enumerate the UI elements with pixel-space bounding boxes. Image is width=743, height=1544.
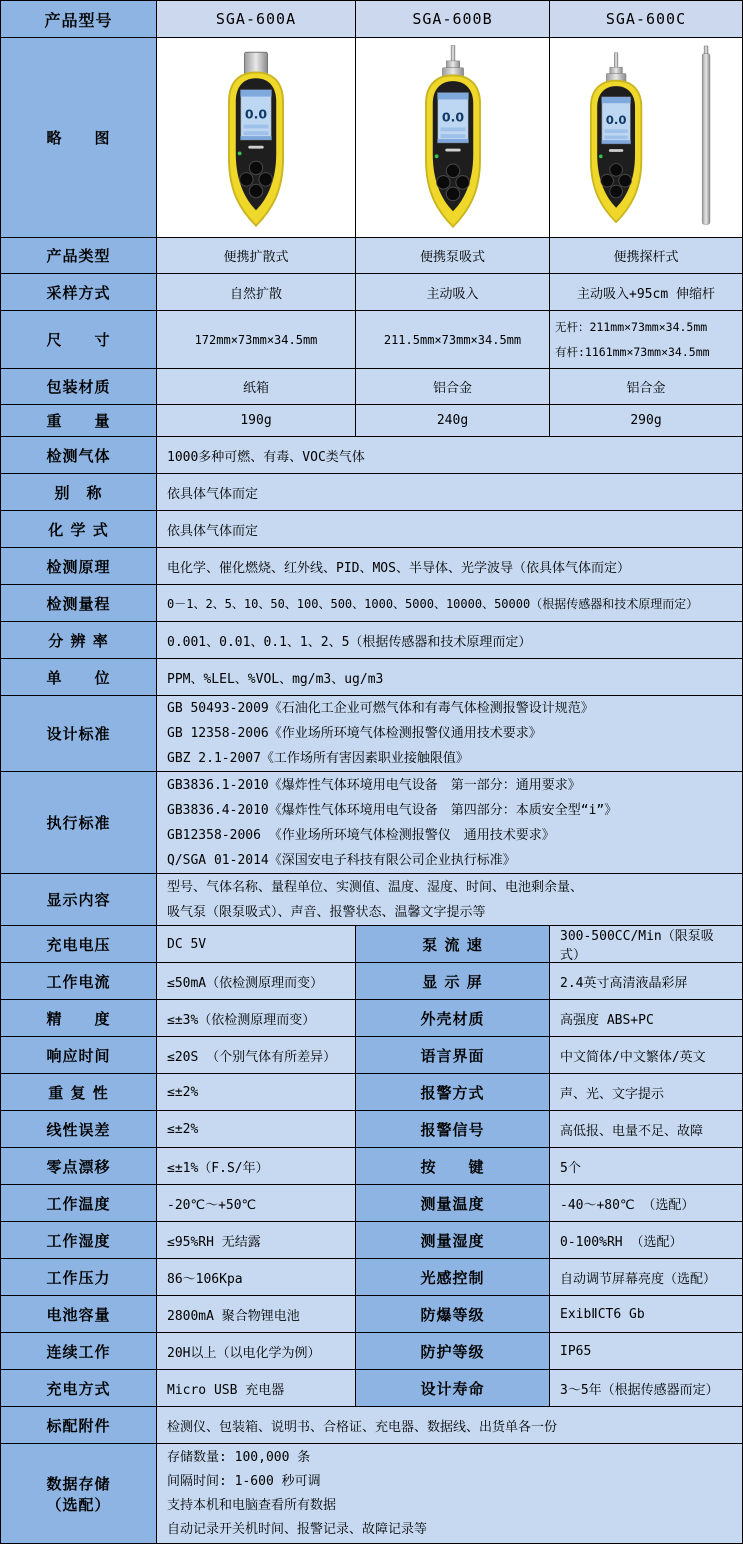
cell-value: 2.4英寸高清液晶彩屏 xyxy=(550,963,742,999)
cell-value: -20℃～+50℃ xyxy=(157,1185,356,1221)
row-label: 重 量 xyxy=(1,405,157,436)
row-working-pressure-light-control xyxy=(1,1259,742,1296)
cell-value: 290g xyxy=(550,405,742,436)
value-line: 吸气泵（限泵吸式）、声音、报警状态、温馨文字提示等 xyxy=(167,904,486,920)
cell-value: 211.5mm×73mm×34.5mm xyxy=(356,311,550,368)
cell-value: 0－1、2、5、10、50、100、500、1000、5000、10000、50000（根据传感器和技术原理而定） xyxy=(157,585,742,621)
cell-value: Micro USB 充电器 xyxy=(157,1370,356,1406)
row-label: 执行标准 xyxy=(1,772,157,873)
value-line: 型号、气体名称、量程单位、实测值、温度、湿度、时间、电池剩余量、 xyxy=(167,879,584,895)
value-line: GB 50493-2009《石油化工企业可燃气体和有毒气体检测报警设计规范》 xyxy=(167,701,594,716)
row-charging-method-design-life xyxy=(1,1370,742,1407)
cell-value: ≤±2% xyxy=(157,1074,356,1110)
value-line: GB12358-2006 《作业场所环境气体检测报警仪 通用技术要求》 xyxy=(167,827,555,843)
cell-value: IP65 xyxy=(550,1333,742,1369)
sketch-row xyxy=(1,38,742,238)
value-line: 支持本机和电脑查看所有数据 xyxy=(167,1497,337,1513)
cell-value: DC 5V xyxy=(157,926,356,962)
row-label: 报警方式 xyxy=(356,1074,550,1110)
cell-value: 检测仪、包装箱、说明书、合格证、充电器、数据线、出货单各一份 xyxy=(157,1407,742,1443)
cell-value: 300-500CC/Min（限泵吸式） xyxy=(550,926,742,962)
row-battery-explosion-proof xyxy=(1,1296,742,1333)
value-line: 存储数量: 100,000 条 xyxy=(167,1449,311,1465)
row-packing xyxy=(1,369,742,405)
row-label-sketch: 略 图 xyxy=(1,38,157,237)
row-continuous-work-protection xyxy=(1,1333,742,1370)
row-label: 测量湿度 xyxy=(356,1222,550,1258)
cell-value: 电化学、催化燃烧、红外线、PID、MOS、半导体、光学波导（依具体气体而定） xyxy=(157,548,742,584)
cell-value: 纸箱 xyxy=(157,369,356,404)
device-photo-sga-600a xyxy=(157,38,356,237)
cell-value: 190g xyxy=(157,405,356,436)
model-name-sga-600a: SGA-600A xyxy=(157,1,356,37)
row-label: 线性误差 xyxy=(1,1111,157,1147)
row-label: 显 示 屏 xyxy=(356,963,550,999)
row-label: 检测气体 xyxy=(1,437,157,473)
cell-value: 高强度 ABS+PC xyxy=(550,1000,742,1036)
telescopic-rod xyxy=(702,53,710,224)
row-execution-standards xyxy=(1,772,742,874)
row-label: 测量温度 xyxy=(356,1185,550,1221)
row-accessories xyxy=(1,1407,742,1444)
device-screen-value: 0.0 xyxy=(605,112,627,127)
cell-value: 2800mA 聚合物锂电池 xyxy=(157,1296,356,1332)
value-line: 有杆:1161mm×73mm×34.5mm xyxy=(555,344,710,359)
row-accuracy-shell xyxy=(1,1000,742,1037)
cell-value: ≤±3%（依检测原理而变） xyxy=(157,1000,356,1036)
row-label: 精 度 xyxy=(1,1000,157,1036)
cell-value: 86～106Kpa xyxy=(157,1259,356,1295)
row-label: 工作电流 xyxy=(1,963,157,999)
row-resolution xyxy=(1,622,742,659)
row-linearity-alarm-signal xyxy=(1,1111,742,1148)
row-label: 采样方式 xyxy=(1,274,157,310)
row-repeatability-alarm-mode xyxy=(1,1074,742,1111)
row-label: 充电方式 xyxy=(1,1370,157,1406)
cell-value: 172mm×73mm×34.5mm xyxy=(157,311,356,368)
row-label: 标配附件 xyxy=(1,1407,157,1443)
cell-value: 主动吸入+95cm 伸缩杆 xyxy=(550,274,742,310)
row-label: 防爆等级 xyxy=(356,1296,550,1332)
cell-value: 1000多种可燃、有毒、VOC类气体 xyxy=(157,437,742,473)
row-label: 防护等级 xyxy=(356,1333,550,1369)
row-label: 语言界面 xyxy=(356,1037,550,1073)
row-label: 工作压力 xyxy=(1,1259,157,1295)
cell-value: ≤±1%（F.S/年） xyxy=(157,1148,356,1184)
cell-value: -40～+80℃ （选配） xyxy=(550,1185,742,1221)
row-label: 连续工作 xyxy=(1,1333,157,1369)
row-detection-principle xyxy=(1,548,742,585)
cell-value: ≤95%RH 无结露 xyxy=(157,1222,356,1258)
row-label: 零点漂移 xyxy=(1,1148,157,1184)
row-alias xyxy=(1,474,742,511)
cell-value xyxy=(157,874,742,925)
value-line: GBZ 2.1-2007《工作场所有害因素职业接触限值》 xyxy=(167,751,469,766)
cell-value: 声、光、文字提示 xyxy=(550,1074,742,1110)
cell-value: 0.001、0.01、0.1、1、2、5（根据传感器和技术原理而定） xyxy=(157,622,742,658)
row-working-temp-measure-temp xyxy=(1,1185,742,1222)
cell-value: ExibⅡCT6 Gb xyxy=(550,1296,742,1332)
row-data-storage xyxy=(1,1444,742,1543)
row-working-humidity-measure-humidity xyxy=(1,1222,742,1259)
row-label: 工作湿度 xyxy=(1,1222,157,1258)
value-line: 间隔时间: 1-600 秒可调 xyxy=(167,1473,321,1489)
row-units xyxy=(1,659,742,696)
row-label: 设计寿命 xyxy=(356,1370,550,1406)
row-label: 充电电压 xyxy=(1,926,157,962)
telescopic-rod-tip xyxy=(704,45,708,53)
cell-value xyxy=(550,311,742,368)
cell-value: 高低报、电量不足、故障 xyxy=(550,1111,742,1147)
row-label: 尺 寸 xyxy=(1,311,157,368)
cell-value: 主动吸入 xyxy=(356,274,550,310)
cell-value: 自动调节屏幕亮度（选配） xyxy=(550,1259,742,1295)
cell-value: PPM、%LEL、%VOL、mg/m3、ug/m3 xyxy=(157,659,742,695)
row-weight xyxy=(1,405,742,437)
row-label: 光感控制 xyxy=(356,1259,550,1295)
value-line: 无杆：211mm×73mm×34.5mm xyxy=(555,319,708,334)
row-label: 按 键 xyxy=(356,1148,550,1184)
row-charge-voltage-pump-flow xyxy=(1,926,742,963)
cell-value: 便携扩散式 xyxy=(157,238,356,273)
gas-detector-diffusion-icon xyxy=(203,45,309,231)
row-label: 检测原理 xyxy=(1,548,157,584)
row-label: 分 辨 率 xyxy=(1,622,157,658)
value-line: GB3836.1-2010《爆炸性气体环境用电气设备 第一部分：通用要求》 xyxy=(167,777,581,793)
cell-value: 依具体气体而定 xyxy=(157,511,742,547)
row-label: 泵 流 速 xyxy=(356,926,550,962)
row-response-time-language xyxy=(1,1037,742,1074)
cell-value: 便携泵吸式 xyxy=(356,238,550,273)
row-label: 电池容量 xyxy=(1,1296,157,1332)
row-label: 设计标准 xyxy=(1,696,157,771)
header-row xyxy=(1,1,742,38)
cell-value: 铝合金 xyxy=(550,369,742,404)
cell-value: 0-100%RH （选配） xyxy=(550,1222,742,1258)
cell-value: 5个 xyxy=(550,1148,742,1184)
gas-detector-probe-icon xyxy=(557,45,735,231)
row-label: 包装材质 xyxy=(1,369,157,404)
row-label: 别 称 xyxy=(1,474,157,510)
row-working-current-display xyxy=(1,963,742,1000)
gas-detector-pump-icon xyxy=(400,45,506,231)
device-photo-sga-600b xyxy=(356,38,550,237)
label-line: （选配） xyxy=(46,1495,111,1514)
row-label: 重 复 性 xyxy=(1,1074,157,1110)
cell-value: 依具体气体而定 xyxy=(157,474,742,510)
device-screen-value: 0.0 xyxy=(244,106,268,122)
cell-value: ≤20S （个别气体有所差异） xyxy=(157,1037,356,1073)
cell-value: 240g xyxy=(356,405,550,436)
row-label: 响应时间 xyxy=(1,1037,157,1073)
row-detection-range xyxy=(1,585,742,622)
row-label: 检测量程 xyxy=(1,585,157,621)
model-name-sga-600c: SGA-600C xyxy=(550,1,742,37)
cell-value: 便携探杆式 xyxy=(550,238,742,273)
row-zero-drift-buttons xyxy=(1,1148,742,1185)
row-label: 工作温度 xyxy=(1,1185,157,1221)
cell-value: 3～5年（根据传感器而定） xyxy=(550,1370,742,1406)
cell-value xyxy=(157,696,742,771)
cell-value: 中文简体/中文繁体/英文 xyxy=(550,1037,742,1073)
row-display-content xyxy=(1,874,742,926)
device-screen-value: 0.0 xyxy=(441,109,464,125)
row-sampling xyxy=(1,274,742,311)
value-line: 自动记录开关机时间、报警记录、故障记录等 xyxy=(167,1521,428,1537)
cell-value xyxy=(157,772,742,873)
label-line: 数据存储 xyxy=(46,1474,111,1493)
row-detected-gas xyxy=(1,437,742,474)
value-line: GB 12358-2006《作业场所环境气体检测报警仪通用技术要求》 xyxy=(167,726,542,741)
model-name-sga-600b: SGA-600B xyxy=(356,1,550,37)
row-product-type xyxy=(1,238,742,274)
row-label xyxy=(1,1444,157,1543)
row-label: 外壳材质 xyxy=(356,1000,550,1036)
cell-value: 20H以上（以电化学为例） xyxy=(157,1333,356,1369)
cell-value: ≤±2% xyxy=(157,1111,356,1147)
row-label: 产品类型 xyxy=(1,238,157,273)
row-label: 显示内容 xyxy=(1,874,157,925)
cell-value: ≤50mA（依检测原理而变） xyxy=(157,963,356,999)
cell-value: 自然扩散 xyxy=(157,274,356,310)
row-label: 单 位 xyxy=(1,659,157,695)
value-line: GB3836.4-2010《爆炸性气体环境用电气设备 第四部分：本质安全型“i”》 xyxy=(167,802,618,818)
header-label: 产品型号 xyxy=(1,1,157,37)
value-line: Q/SGA 01-2014《深国安电子科技有限公司企业执行标准》 xyxy=(167,852,516,868)
row-chemical-formula xyxy=(1,511,742,548)
row-label: 化 学 式 xyxy=(1,511,157,547)
device-photo-sga-600c xyxy=(550,38,742,237)
cell-value xyxy=(157,1444,742,1543)
row-design-standards xyxy=(1,696,742,772)
cell-value: 铝合金 xyxy=(356,369,550,404)
row-label: 报警信号 xyxy=(356,1111,550,1147)
row-size xyxy=(1,311,742,369)
